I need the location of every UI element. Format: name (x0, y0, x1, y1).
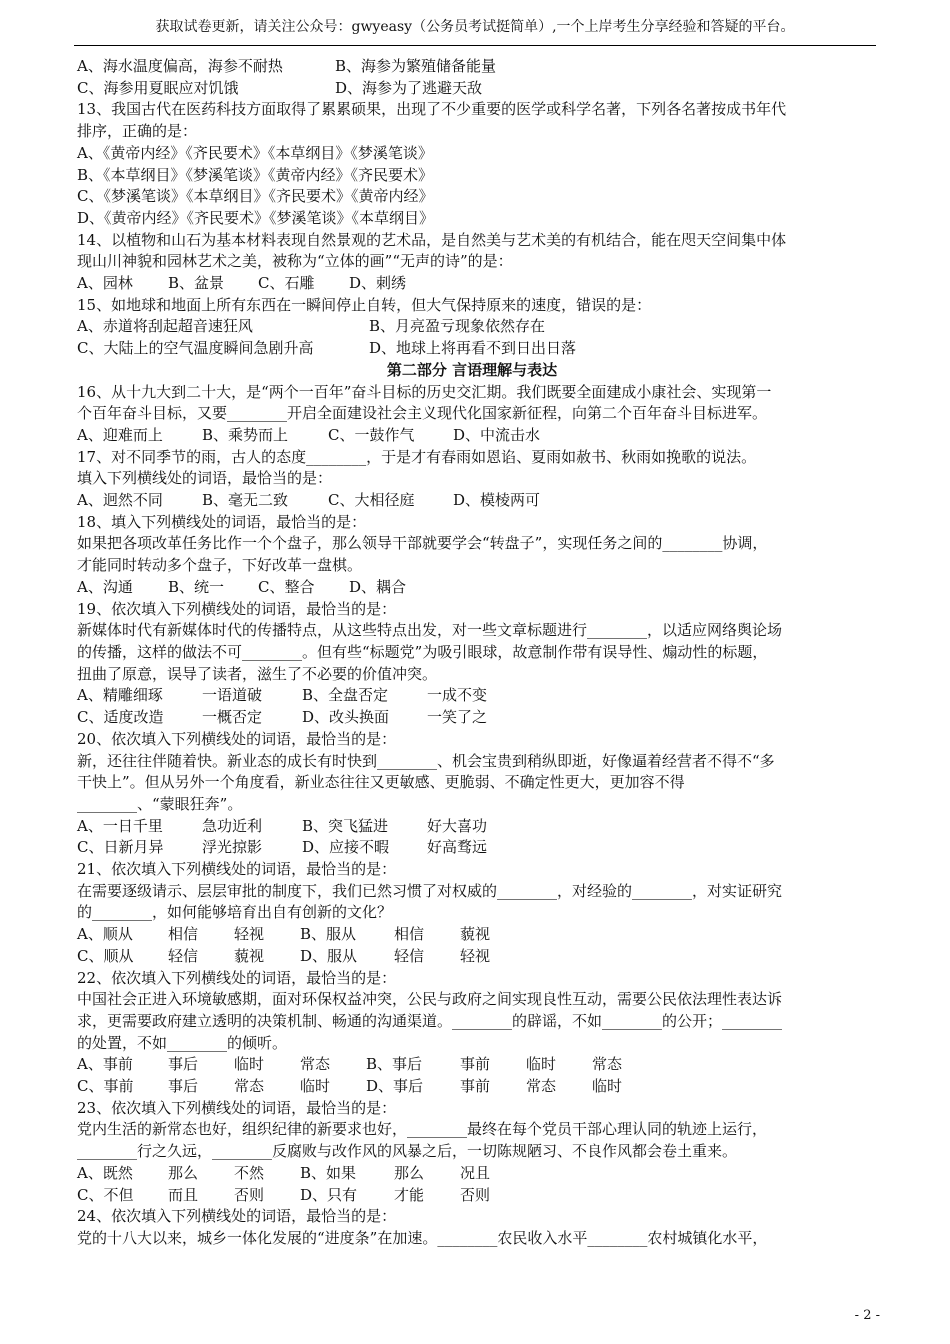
option-d: D、耦合 (349, 577, 407, 596)
q19-options-row-2 (77, 707, 867, 729)
option-d: D、应接不暇 (302, 838, 390, 857)
q13-option-a: A、《黄帝内经》《齐民要术》《本草纲目》《梦溪笔谈》 (77, 143, 433, 162)
option-c-word2: 轻信 (168, 946, 199, 965)
option-b-word3: 临时 (526, 1055, 557, 1074)
q17-options (77, 490, 867, 512)
q18-options (77, 577, 867, 599)
q15-options-row-2 (77, 338, 867, 360)
q21-options-row-1 (77, 924, 867, 946)
q21-passage: 在需要逐级请示、层层审批的制度下，我们已然习惯了对权威的________，对经验的________，对实证研究 (77, 881, 783, 900)
option-d: D、服从 (300, 946, 358, 965)
option-b-word3: 藐视 (460, 925, 491, 944)
option-c: C、日新月异 (77, 838, 164, 857)
option-b: B、盆景 (168, 274, 225, 293)
option-d-word3: 常态 (526, 1077, 557, 1096)
q15-stem: 15、如地球和地面上所有东西在一瞬间停止自转，但大气保持原来的速度，错误的是： (77, 295, 652, 314)
option-b: B、月亮盈亏现象依然存在 (369, 317, 546, 336)
option-b-word2: 相信 (394, 925, 425, 944)
option-d: D、中流击水 (453, 425, 541, 444)
page-header: 获取试卷更新，请关注公众号：gwyeasy（公务员考试挺简单）,一个上岸考生分享经验和答疑的平台。 (155, 19, 795, 35)
option-a-word2: 急功近利 (202, 816, 263, 835)
q21-options-row-2 (77, 946, 867, 968)
q24-passage: 党的十八大以来，城乡一体化发展的“进度条”在加速。________农民收入水平________农村城镇化水平， (77, 1228, 768, 1247)
q22-passage-cont: 求，更需要政府建立透明的决策机制、畅通的沟通渠道。________的辟谣，不如________的公开；________ (77, 1011, 783, 1030)
option-d: D、地球上将再看不到日出日落 (369, 339, 577, 358)
q14-options (77, 273, 867, 295)
option-b: B、海参为繁殖储备能量 (335, 57, 497, 75)
q20-passage-cont: 干快上”。但从另外一个角度看，新业态往往又更敏感、更脆弱、不确定性更大，更加容不得 (77, 773, 685, 792)
option-d: D、海参为了逃避天敌 (335, 78, 483, 97)
q18-stem: 18、填入下列横线处的词语，最恰当的是： (77, 512, 367, 531)
section-title: 第二部分 言语理解与表达 (386, 360, 558, 379)
q22-passage-end: 的处置，不如________的倾听。 (77, 1033, 288, 1052)
option-c-word2: 一概否定 (202, 708, 263, 727)
q20-stem: 20、依次填入下列横线处的词语，最恰当的是： (77, 729, 397, 748)
q16-stem-cont: 个百年奋斗目标，又要________开启全面建设社会主义现代化国家新征程，向第二个百年奋斗目标进军。 (77, 404, 768, 423)
option-d: D、事后 (366, 1077, 424, 1096)
q13-option-d: D、《黄帝内经》《齐民要术》《梦溪笔谈》《本草纲目》 (77, 208, 435, 227)
header-divider (74, 45, 876, 46)
q20-passage: 新，还往往伴随着快。新业态的成长有时快到________、机会宝贵到稍纵即逝，好像逼着经营者不得不“多 (77, 751, 775, 770)
document-body (77, 56, 867, 1250)
option-b-word2: 一成不变 (427, 686, 488, 705)
q22-options-row-2 (77, 1076, 867, 1098)
q20-options-row-2 (77, 837, 867, 859)
option-c-word2: 事后 (168, 1077, 199, 1096)
option-c-word2: 而且 (168, 1185, 199, 1204)
option-d-word3: 轻视 (460, 946, 491, 965)
option-d-word2: 才能 (394, 1185, 425, 1204)
q13-stem: 13、我国古代在医药科技方面取得了累累硕果，出现了不少重要的医学或科学名著，下列各名著按成书年代 (77, 100, 787, 119)
option-c: C、适度改造 (77, 708, 164, 727)
option-a-word2: 一语道破 (202, 686, 263, 705)
option-a: A、顺从 (77, 925, 133, 944)
option-c: C、海参用夏眠应对饥饿 (77, 78, 239, 97)
q13-option-b: B、《本草纲目》《梦溪笔谈》《黄帝内经》《齐民要术》 (77, 165, 434, 184)
q23-options-row-2 (77, 1185, 867, 1207)
option-c-word2: 浮光掠影 (202, 838, 263, 857)
option-a: A、园林 (77, 274, 133, 293)
option-c-word4: 临时 (300, 1077, 331, 1096)
q18-passage-cont: 才能同时转动多个盘子，下好改革一盘棋。 (77, 556, 363, 575)
page-number: - 2 - (854, 1308, 880, 1323)
option-a: A、迎难而上 (77, 425, 163, 444)
q22-options-row-1 (77, 1054, 867, 1076)
option-b-word4: 常态 (592, 1055, 623, 1074)
option-a-word2: 事后 (168, 1055, 199, 1074)
q22-passage: 中国社会正进入环境敏感期，面对环保权益冲突，公民与政府之间实现良性互动，需要公民依法理性表达诉 (77, 990, 783, 1009)
q21-passage-cont: 的________，如何能够培育出自有创新的文化？ (77, 903, 393, 922)
option-c: C、大相径庭 (328, 491, 415, 510)
q16-stem: 16、从十九大到二十大，是“两个一百年”奋斗目标的历史交汇期。我们既要全面建成小康社会、实现第一 (77, 382, 772, 401)
option-a-word4: 常态 (300, 1055, 331, 1074)
option-c: C、事前 (77, 1077, 134, 1096)
option-d: D、刺绣 (349, 274, 407, 293)
option-d-word2: 事前 (460, 1077, 491, 1096)
option-b-word2: 事前 (460, 1055, 491, 1074)
option-a: A、精雕细琢 (77, 686, 163, 705)
option-a: A、赤道将刮起超音速狂风 (77, 317, 253, 336)
option-a-word2: 那么 (168, 1163, 199, 1182)
option-b: B、事后 (366, 1055, 423, 1074)
option-b: B、如果 (300, 1163, 357, 1182)
option-d: D、只有 (300, 1185, 358, 1204)
q13-option-c: C、《梦溪笔谈》《本草纲目》《齐民要术》《黄帝内经》 (77, 187, 434, 206)
q18-passage: 如果把各项改革任务比作一个个盘子，那么领导干部就要学会“转盘子”，实现任务之间的________协调， (77, 534, 768, 553)
q12-options-row-2 (77, 78, 867, 100)
option-a: A、迥然不同 (77, 491, 163, 510)
option-a: A、一日千里 (77, 816, 163, 835)
q17-stem: 17、对不同季节的雨，古人的态度________，于是才有春雨如恩谄、夏雨如赦书、秋雨如挽歌的说法。 (77, 447, 757, 466)
q15-options-row-1 (77, 316, 867, 338)
option-d-word2: 一笑了之 (427, 708, 488, 727)
q21-stem: 21、依次填入下列横线处的词语，最恰当的是： (77, 860, 397, 879)
q20-options-row-1 (77, 816, 867, 838)
option-a: A、事前 (77, 1055, 133, 1074)
option-d-word3: 否则 (460, 1185, 491, 1204)
q13-stem-cont: 排序，正确的是： (77, 122, 198, 141)
q19-passage-end: 扭曲了原意，误导了读者，滋生了不必要的价值冲突。 (77, 664, 438, 683)
q23-passage-cont: ________行之久远，________反腐败与改作风的风暴之后，一切陈规陋习、不良作风都会卷土重来。 (77, 1142, 738, 1161)
option-d-word4: 临时 (592, 1077, 623, 1096)
option-c: C、一鼓作气 (328, 425, 415, 444)
q19-passage-cont: 的传播，这样的做法不可________。但有些“标题党”为吸引眼球，故意制作带有误导性、煽动性的标题， (77, 642, 768, 661)
q19-passage: 新媒体时代有新媒体时代的传播特点，从这些特点出发，对一些文章标题进行________，以适应网络舆论场 (77, 621, 783, 640)
option-d: D、改头换面 (302, 708, 390, 727)
q23-passage: 党内生活的新常态也好，组织纪律的新要求也好，________最终在每个党员干部心理认同的轨迹上运行， (77, 1120, 768, 1139)
q17-stem-cont: 填入下列横线处的词语，最恰当的是： (77, 469, 333, 488)
option-b: B、全盘否定 (302, 686, 389, 705)
q16-options (77, 425, 867, 447)
q23-stem: 23、依次填入下列横线处的词语，最恰当的是： (77, 1098, 397, 1117)
option-c: C、整合 (258, 577, 315, 596)
q22-stem: 22、依次填入下列横线处的词语，最恰当的是： (77, 968, 397, 987)
option-a-word3: 不然 (234, 1163, 265, 1182)
q23-options-row-1 (77, 1163, 867, 1185)
option-c: C、大陆上的空气温度瞬间急剧升高 (77, 339, 314, 358)
option-c-word3: 藐视 (234, 946, 265, 965)
q14-stem-cont: 现山川神貌和园林艺术之美，被称为“立体的画”“无声的诗”的是： (77, 252, 513, 271)
option-c: C、顺从 (77, 946, 134, 965)
option-c: C、不但 (77, 1185, 134, 1204)
option-b-word2: 好大喜功 (427, 816, 488, 835)
q24-stem: 24、依次填入下列横线处的词语，最恰当的是： (77, 1207, 397, 1226)
option-d: D、模棱两可 (453, 491, 541, 510)
option-b-word3: 况且 (460, 1163, 491, 1182)
option-a-word3: 轻视 (234, 925, 265, 944)
option-c-word3: 否则 (234, 1185, 265, 1204)
option-a-word2: 相信 (168, 925, 199, 944)
option-b: B、乘势而上 (202, 425, 289, 444)
q14-stem: 14、以植物和山石为基本材料表现自然景观的艺术品，是自然美与艺术美的有机结合，能在咫天空间集中体 (77, 230, 787, 249)
option-c: C、石雕 (258, 274, 315, 293)
q19-stem: 19、依次填入下列横线处的词语，最恰当的是： (77, 599, 397, 618)
option-c-word3: 常态 (234, 1077, 265, 1096)
option-a: A、既然 (77, 1163, 133, 1182)
option-b-word2: 那么 (394, 1163, 425, 1182)
q19-options-row-1 (77, 685, 867, 707)
option-b: B、统一 (168, 577, 225, 596)
option-b: B、毫无二致 (202, 491, 289, 510)
option-b: B、服从 (300, 925, 357, 944)
q12-options-row-1 (77, 56, 867, 78)
option-a: A、沟通 (77, 577, 133, 596)
option-d-word2: 好高骛远 (427, 838, 488, 857)
option-d-word2: 轻信 (394, 946, 425, 965)
option-b: B、突飞猛进 (302, 816, 389, 835)
q20-passage-end: ________、“蒙眼狂奔”。 (77, 794, 243, 813)
option-a-word3: 临时 (234, 1055, 265, 1074)
option-a: A、海水温度偏高，海参不耐热 (77, 57, 283, 75)
